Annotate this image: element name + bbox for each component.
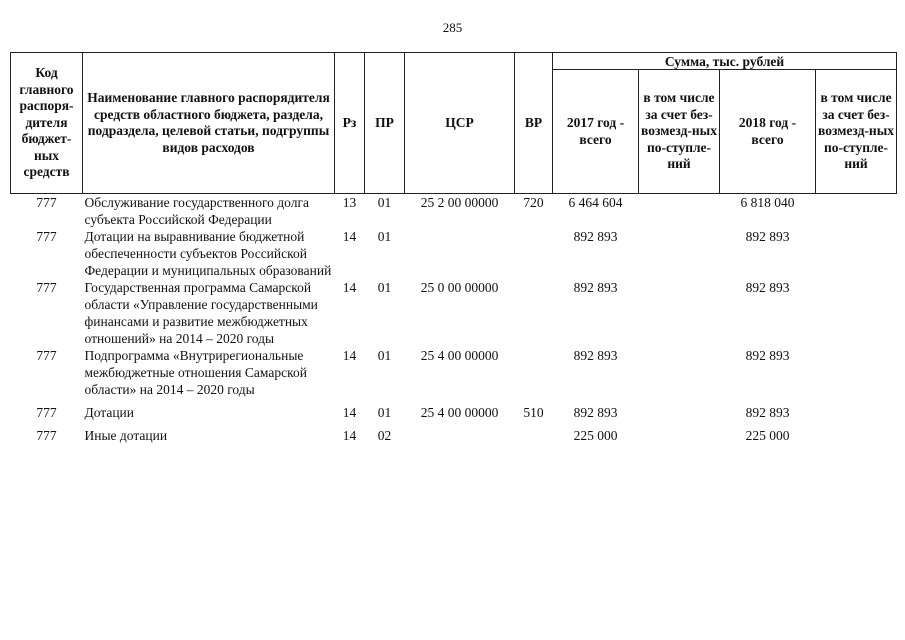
cell-sum-2018: 225 000 [745, 428, 790, 443]
cell-vr [515, 279, 553, 347]
cell-sum-2018-free [816, 228, 897, 279]
cell-rz: 14 [342, 229, 357, 244]
cell-code: 777 [36, 229, 57, 244]
cell-csr: 25 4 00 00000 [420, 348, 499, 363]
cell-rz: 13 [342, 195, 357, 210]
cell-rz: 14 [342, 405, 357, 420]
cell-sum-2017-free [639, 194, 720, 229]
cell-name: Иные дотации [84, 428, 168, 443]
table-row [11, 194, 897, 229]
header-vr: ВР [515, 53, 553, 194]
cell-code: 777 [36, 428, 57, 443]
cell-sum-2018: 892 893 [745, 348, 790, 363]
cell-sum-2018-free [816, 279, 897, 347]
cell-sum-2017: 892 893 [573, 348, 618, 363]
cell-sum-2017: 892 893 [573, 405, 618, 420]
header-sum-group: Сумма, тыс. рублей [553, 53, 897, 70]
cell-csr [405, 421, 515, 444]
cell-pr: 01 [377, 405, 392, 420]
cell-csr: 25 0 00 00000 [420, 280, 499, 295]
cell-sum-2017-free [639, 279, 720, 347]
cell-vr: 510 [523, 405, 544, 420]
cell-sum-2017: 225 000 [573, 428, 618, 443]
cell-code: 777 [36, 348, 57, 363]
table-row [11, 279, 897, 347]
cell-name: Подпрограмма «Внутрирегиональные межбюджетные отношения Самарской области» на 2014 – 2020 годы [84, 348, 307, 397]
cell-sum-2017: 6 464 604 [568, 195, 623, 210]
header-csr: ЦСР [405, 53, 515, 194]
cell-rz: 14 [342, 280, 357, 295]
table-row [11, 398, 897, 421]
header-rz: Рз [335, 53, 365, 194]
page-number: 285 [442, 20, 463, 35]
cell-pr: 01 [377, 229, 392, 244]
cell-sum-2017-free [639, 228, 720, 279]
cell-pr: 02 [377, 428, 392, 443]
cell-sum-2017-free [639, 347, 720, 398]
cell-code: 777 [36, 195, 57, 210]
cell-name: Обслуживание государственного долга субъекта Российской Федерации [84, 195, 309, 227]
header-name: Наименование главного распорядителя средств областного бюджета, раздела, подраздела, целевой статьи, подгруппы видов расходов [83, 53, 335, 194]
cell-name: Дотации [84, 405, 135, 420]
table-header [11, 53, 897, 194]
cell-name: Дотации на выравнивание бюджетной обеспеченности субъектов Российской Федерации и муниципальных образований [84, 229, 332, 278]
cell-vr [515, 228, 553, 279]
budget-table [10, 52, 897, 444]
table-row [11, 228, 897, 279]
cell-sum-2017: 892 893 [573, 280, 618, 295]
header-sum-2018-free: в том числе за счет без-возмезд-ных по-ступле-ний [816, 70, 897, 194]
cell-pr: 01 [377, 195, 392, 210]
cell-sum-2017: 892 893 [573, 229, 618, 244]
cell-sum-2018-free [816, 194, 897, 229]
cell-sum-2017-free [639, 398, 720, 421]
cell-rz: 14 [342, 348, 357, 363]
cell-name: Государственная программа Самарской области «Управление государственными финансами и развитие межбюджетных отношений» на 2014 – 2020 годы [84, 280, 318, 346]
cell-sum-2018-free [816, 421, 897, 444]
cell-code: 777 [36, 280, 57, 295]
header-sum-2017-free: в том числе за счет без-возмезд-ных по-ступле-ний [639, 70, 720, 194]
cell-csr: 25 2 00 00000 [420, 195, 499, 210]
cell-sum-2018-free [816, 398, 897, 421]
cell-sum-2018: 892 893 [745, 280, 790, 295]
cell-rz: 14 [342, 428, 357, 443]
cell-vr [515, 347, 553, 398]
header-code: Код главного распоря-дителя бюджет-ных средств [11, 53, 83, 194]
table-row [11, 421, 897, 444]
cell-code: 777 [36, 405, 57, 420]
cell-sum-2018: 892 893 [745, 405, 790, 420]
cell-sum-2018: 6 818 040 [740, 195, 795, 210]
table-row [11, 347, 897, 398]
header-sum-2017: 2017 год - всего [553, 70, 639, 194]
cell-pr: 01 [377, 348, 392, 363]
cell-vr: 720 [523, 195, 544, 210]
cell-csr: 25 4 00 00000 [420, 405, 499, 420]
cell-sum-2018-free [816, 347, 897, 398]
cell-csr [405, 228, 515, 279]
header-pr: ПР [365, 53, 405, 194]
header-sum-2018: 2018 год - всего [720, 70, 816, 194]
cell-vr [515, 421, 553, 444]
table-body [11, 194, 897, 445]
cell-sum-2017-free [639, 421, 720, 444]
cell-pr: 01 [377, 280, 392, 295]
cell-sum-2018: 892 893 [745, 229, 790, 244]
